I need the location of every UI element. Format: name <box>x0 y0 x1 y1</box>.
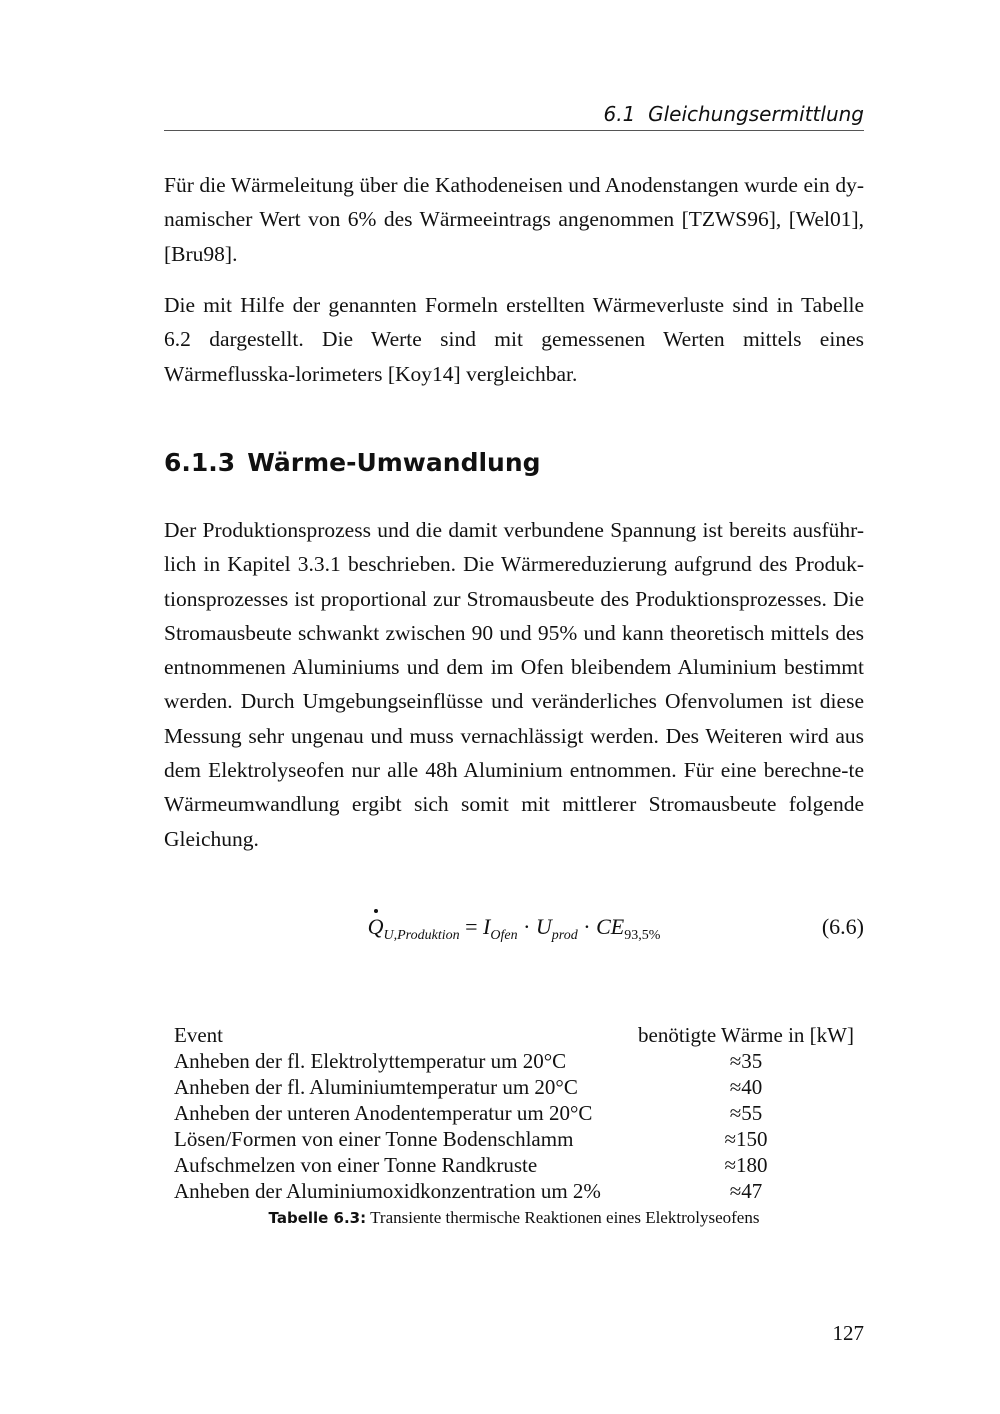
caption-label: Tabelle 6.3: <box>268 1209 367 1227</box>
event-cell: Anheben der unteren Anodentemperatur um 20°C <box>174 1101 593 1125</box>
multiply-dot: · <box>583 914 591 939</box>
events-table <box>168 1022 864 1204</box>
i-subscript: Ofen <box>490 928 518 943</box>
paragraph-heat-losses: Die mit Hilfe der genannten Formeln erstellten Wärmeverluste sind in Tabelle 6.2 dargestellt. Die Werte sind mit gemessenen Werten mittels eines Wärmeflusska-lorimeters [Koy14] vergleichbar. <box>164 293 864 386</box>
table-header-row <box>168 1022 864 1048</box>
paragraph-heat-conduction: Für die Wärmeleitung über die Kathodeneisen und Anodenstangen wurde ein dy-namischer Wert von 6% des Wärmeeintrags angenommen [TZWS96], [Wel01], [Bru98]. <box>164 173 864 266</box>
header-section-title: Gleichungsermittlung <box>648 102 864 126</box>
table-row <box>168 1178 864 1204</box>
q-dot-symbol: Q <box>368 905 384 949</box>
event-cell: Anheben der fl. Elektrolyttemperatur um 20°C <box>174 1049 567 1073</box>
heat-value-cell: ≈150 <box>724 1127 768 1151</box>
u-symbol: U <box>535 914 552 939</box>
caption-text: Transiente thermische Reaktionen eines Elektrolyseofens <box>370 1208 760 1227</box>
equation-6-6 <box>164 905 864 949</box>
i-symbol: I <box>483 914 491 939</box>
table-row <box>168 1100 864 1126</box>
multiply-dot: · <box>523 914 531 939</box>
equation-number: (6.6) <box>821 914 864 939</box>
event-cell: Anheben der fl. Aluminiumtemperatur um 20°C <box>174 1075 578 1099</box>
page-number: 127 <box>832 1321 864 1345</box>
section-title: Wärme-Umwandlung <box>247 448 541 477</box>
column-header-heat: benötigte Wärme in [kW] <box>638 1023 854 1047</box>
column-header-event: Event <box>174 1023 223 1047</box>
equation-body <box>164 905 864 958</box>
q-subscript: U,Produktion <box>383 928 460 943</box>
table-row <box>168 1126 864 1152</box>
equals-sign: = <box>465 914 478 939</box>
table-row <box>168 1074 864 1100</box>
event-cell: Lösen/Formen von einer Tonne Bodenschlamm <box>174 1127 574 1151</box>
event-cell: Aufschmelzen von einer Tonne Randkruste <box>174 1153 538 1177</box>
section-heading <box>164 443 541 483</box>
paragraph-heat-conversion: Der Produktionsprozess und die damit verbundene Spannung ist bereits ausführ-lich in Kapitel 3.3.1 beschrieben. Die Wärmereduzierung aufgrund des Produk-tionsprozesses ist proportional zur Stromausbeute des Produktionsprozesses. Die Stromausbeute schwankt zwischen 90 und 95% und kann theoretisch mittels des entnommenen Aluminiums und dem im Ofen bleibendem Aluminium bestimmt werden. Durch Umgebungseinflüsse und veränderliches Ofenvolumen ist diese Messung sehr ungenau und muss vernachlässigt werden. Des Weiteren wird aus dem Elektrolyseofen nur alle 48h Aluminium entnommen. Für eine berechne-te Wärmeumwandlung ergibt sich somit mit mittlerer Stromausbeute folgende Gleichung. <box>164 518 864 851</box>
running-header <box>164 98 864 131</box>
table-row <box>168 1152 864 1178</box>
ce-symbol: CE <box>596 914 625 939</box>
heat-value-cell: ≈55 <box>729 1101 763 1125</box>
section-number: 6.1.3 <box>164 448 236 477</box>
header-section-number: 6.1 <box>603 102 636 126</box>
heat-value-cell: ≈35 <box>729 1049 763 1073</box>
heat-value-cell: ≈47 <box>729 1179 763 1203</box>
u-subscript: prod <box>551 928 578 943</box>
table-caption <box>164 1207 864 1229</box>
table-row <box>168 1048 864 1074</box>
heat-value-cell: ≈40 <box>729 1075 763 1099</box>
heat-value-cell: ≈180 <box>724 1153 768 1177</box>
event-cell: Anheben der Aluminiumoxidkonzentration um 2% <box>174 1179 601 1203</box>
ce-subscript: 93,5% <box>624 928 661 943</box>
